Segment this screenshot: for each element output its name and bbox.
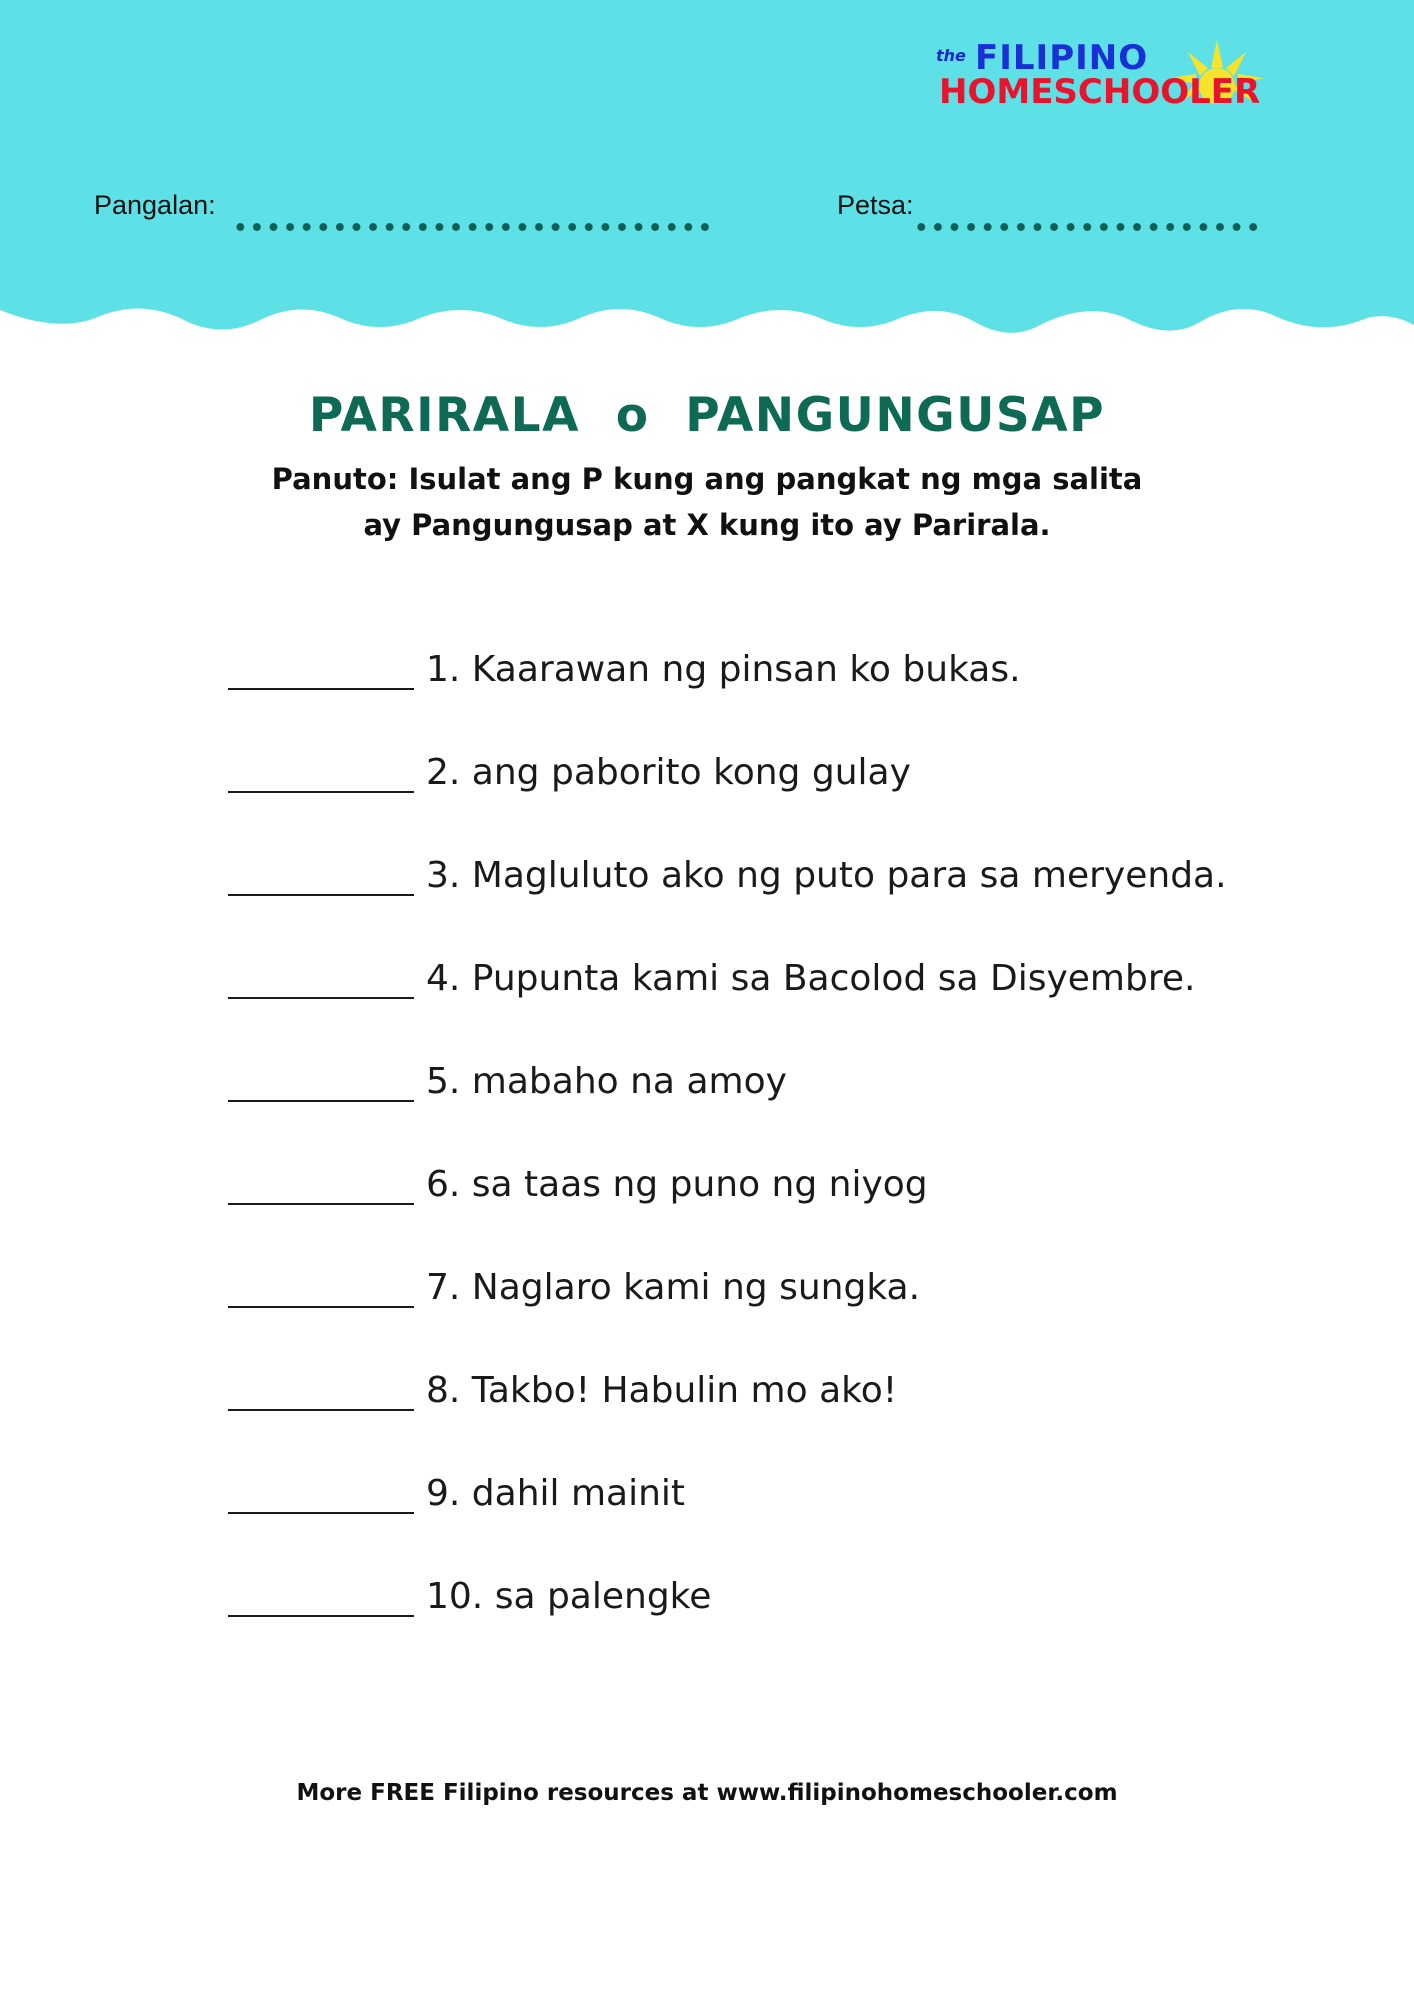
footer-text: More FREE Filipino resources at www.filipinohomeschooler.com [296, 1780, 1118, 1806]
logo-homeschooler-text: HOMESCHOOLER [939, 72, 1261, 112]
question-item [228, 1058, 1228, 1161]
answer-blank[interactable] [228, 1058, 414, 1102]
question-item [228, 1264, 1228, 1367]
name-label: Pangalan: [94, 190, 216, 220]
name-field[interactable] [232, 222, 714, 232]
answer-blank[interactable] [228, 1367, 414, 1411]
answer-blank[interactable] [228, 749, 414, 793]
question-list [228, 646, 1228, 1676]
answer-blank[interactable] [228, 852, 414, 896]
question-text: 4. Pupunta kami sa Bacolod sa Disyembre. [426, 958, 1196, 999]
filipino-homeschooler-logo [930, 38, 1275, 118]
question-text: 1. Kaarawan ng pinsan ko bukas. [426, 649, 1021, 690]
instruction-line-2: ay Pangungusap at X kung ito ay Parirala. [363, 508, 1051, 542]
answer-blank[interactable] [228, 955, 414, 999]
question-text: 7. Naglaro kami ng sungka. [426, 1267, 921, 1308]
logo-filipino-text: FILIPINO [975, 38, 1149, 78]
question-item [228, 1161, 1228, 1264]
question-item [228, 1470, 1228, 1573]
question-text: 3. Magluluto ako ng puto para sa meryenda. [426, 855, 1227, 896]
question-item [228, 749, 1228, 852]
answer-blank[interactable] [228, 646, 414, 690]
question-item [228, 646, 1228, 749]
question-text: 2. ang paborito kong gulay [426, 752, 911, 793]
worksheet-title: PARIRALA o PANGUNGUSAP [308, 388, 1106, 443]
instruction-line-1: Panuto: Isulat ang P kung ang pangkat ng mga salita [271, 462, 1143, 496]
question-item [228, 955, 1228, 1058]
question-item [228, 852, 1228, 955]
answer-blank[interactable] [228, 1470, 414, 1514]
question-text: 10. sa palengke [426, 1576, 712, 1617]
date-label: Petsa: [837, 190, 914, 220]
question-text: 6. sa taas ng puno ng niyog [426, 1164, 928, 1205]
answer-blank[interactable] [228, 1264, 414, 1308]
answer-blank[interactable] [228, 1573, 414, 1617]
question-text: 5. mabaho na amoy [426, 1061, 787, 1102]
date-field[interactable] [913, 222, 1263, 232]
question-item [228, 1367, 1228, 1470]
question-item [228, 1573, 1228, 1676]
logo-the-text: the [936, 46, 966, 65]
answer-blank[interactable] [228, 1161, 414, 1205]
question-text: 8. Takbo! Habulin mo ako! [426, 1370, 898, 1411]
question-text: 9. dahil mainit [426, 1473, 686, 1514]
